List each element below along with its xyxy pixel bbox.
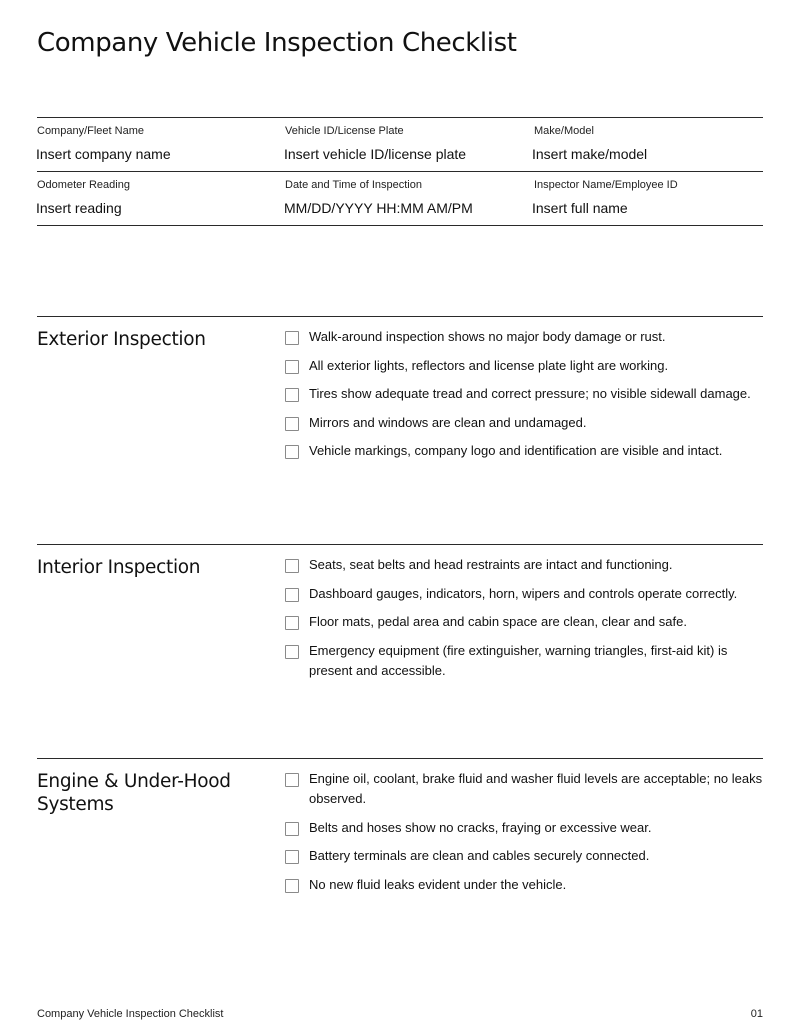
field-placeholder[interactable]: Insert full name <box>532 200 628 216</box>
inspection-date-time-field[interactable] <box>285 172 533 225</box>
field-label: Odometer Reading <box>37 179 130 191</box>
field-placeholder[interactable]: Insert reading <box>36 200 122 216</box>
checkbox[interactable] <box>285 773 299 787</box>
item-text: No new fluid leaks evident under the vehicle. <box>309 876 567 892</box>
checklist-item <box>285 644 765 681</box>
checkbox[interactable] <box>285 360 299 374</box>
info-row <box>37 117 763 171</box>
checklist-item <box>285 387 765 404</box>
item-text: All exterior lights, reflectors and license plate light are working. <box>309 357 669 373</box>
checklist-item <box>285 587 765 604</box>
field-placeholder[interactable]: Insert company name <box>36 146 171 162</box>
checkbox[interactable] <box>285 331 299 345</box>
item-text: Floor mats, pedal area and cabin space are clean, clear and safe. <box>309 614 687 629</box>
field-label: Make/Model <box>534 125 594 137</box>
item-text: Walk-around inspection shows no major body damage or rust. <box>309 329 666 344</box>
info-row <box>37 171 763 226</box>
engine-under-hood-section <box>37 758 763 892</box>
field-label: Company/Fleet Name <box>37 125 144 137</box>
checklist-item <box>285 615 765 632</box>
item-text: Tires show adequate tread and correct pressure; no visible sidewall damage. <box>309 386 751 401</box>
footer-document-title: Company Vehicle Inspection Checklist <box>37 1008 224 1020</box>
field-label: Date and Time of Inspection <box>285 179 422 191</box>
item-text: Dashboard gauges, indicators, horn, wipers and controls operate correctly. <box>309 585 738 601</box>
checkbox[interactable] <box>285 417 299 431</box>
item-text: Mirrors and windows are clean and undamaged. <box>309 414 587 430</box>
checkbox[interactable] <box>285 559 299 573</box>
checkbox[interactable] <box>285 588 299 602</box>
checklist-item <box>285 444 765 461</box>
vehicle-id-license-plate-field[interactable] <box>285 118 533 171</box>
checkbox[interactable] <box>285 822 299 836</box>
item-text: Engine oil, coolant, brake fluid and washer fluid levels are acceptable; no leaks observed. <box>309 771 763 806</box>
checkbox[interactable] <box>285 388 299 402</box>
item-text: Vehicle markings, company logo and identification are visible and intact. <box>309 443 723 458</box>
checkbox[interactable] <box>285 445 299 459</box>
field-placeholder[interactable]: Insert make/model <box>532 146 648 162</box>
checklist-item <box>285 416 765 433</box>
item-text: Battery terminals are clean and cables securely connected. <box>309 848 650 863</box>
checklist-item <box>285 849 765 866</box>
checklist-item <box>285 330 765 347</box>
checklist <box>285 330 765 473</box>
checklist-item <box>285 878 765 895</box>
interior-inspection-section <box>37 544 763 678</box>
checklist <box>285 558 765 692</box>
field-label: Inspector Name/Employee ID <box>534 179 678 191</box>
section-title: Exterior Inspection <box>37 329 206 350</box>
section-title: Interior Inspection <box>37 557 201 578</box>
page-title: Company Vehicle Inspection Checklist <box>37 28 517 58</box>
checkbox[interactable] <box>285 616 299 630</box>
inspector-name-field[interactable] <box>533 172 763 225</box>
field-placeholder[interactable]: Insert vehicle ID/license plate <box>284 146 467 162</box>
checkbox[interactable] <box>285 879 299 893</box>
exterior-inspection-section <box>37 316 763 458</box>
field-placeholder[interactable]: MM/DD/YYYY HH:MM AM/PM <box>284 200 473 216</box>
checklist-item <box>285 821 765 838</box>
item-text: Emergency equipment (fire extinguisher, warning triangles, first-aid kit) is present and accessible. <box>309 642 728 678</box>
checkbox[interactable] <box>285 645 299 659</box>
checklist-item <box>285 772 765 809</box>
item-text: Belts and hoses show no cracks, fraying or excessive wear. <box>309 819 652 835</box>
checkbox[interactable] <box>285 850 299 864</box>
section-title: Engine & Under-Hood Systems <box>37 771 231 815</box>
footer-page-number: 01 <box>750 1008 763 1020</box>
odometer-reading-field[interactable] <box>37 172 285 225</box>
checklist <box>285 772 765 906</box>
make-model-field[interactable] <box>533 118 763 171</box>
vehicle-info-grid <box>37 117 763 226</box>
checklist-item <box>285 558 765 575</box>
checklist-item <box>285 359 765 376</box>
item-text: Seats, seat belts and head restraints are intact and functioning. <box>309 557 673 572</box>
field-label: Vehicle ID/License Plate <box>285 125 404 137</box>
company-fleet-name-field[interactable] <box>37 118 285 171</box>
